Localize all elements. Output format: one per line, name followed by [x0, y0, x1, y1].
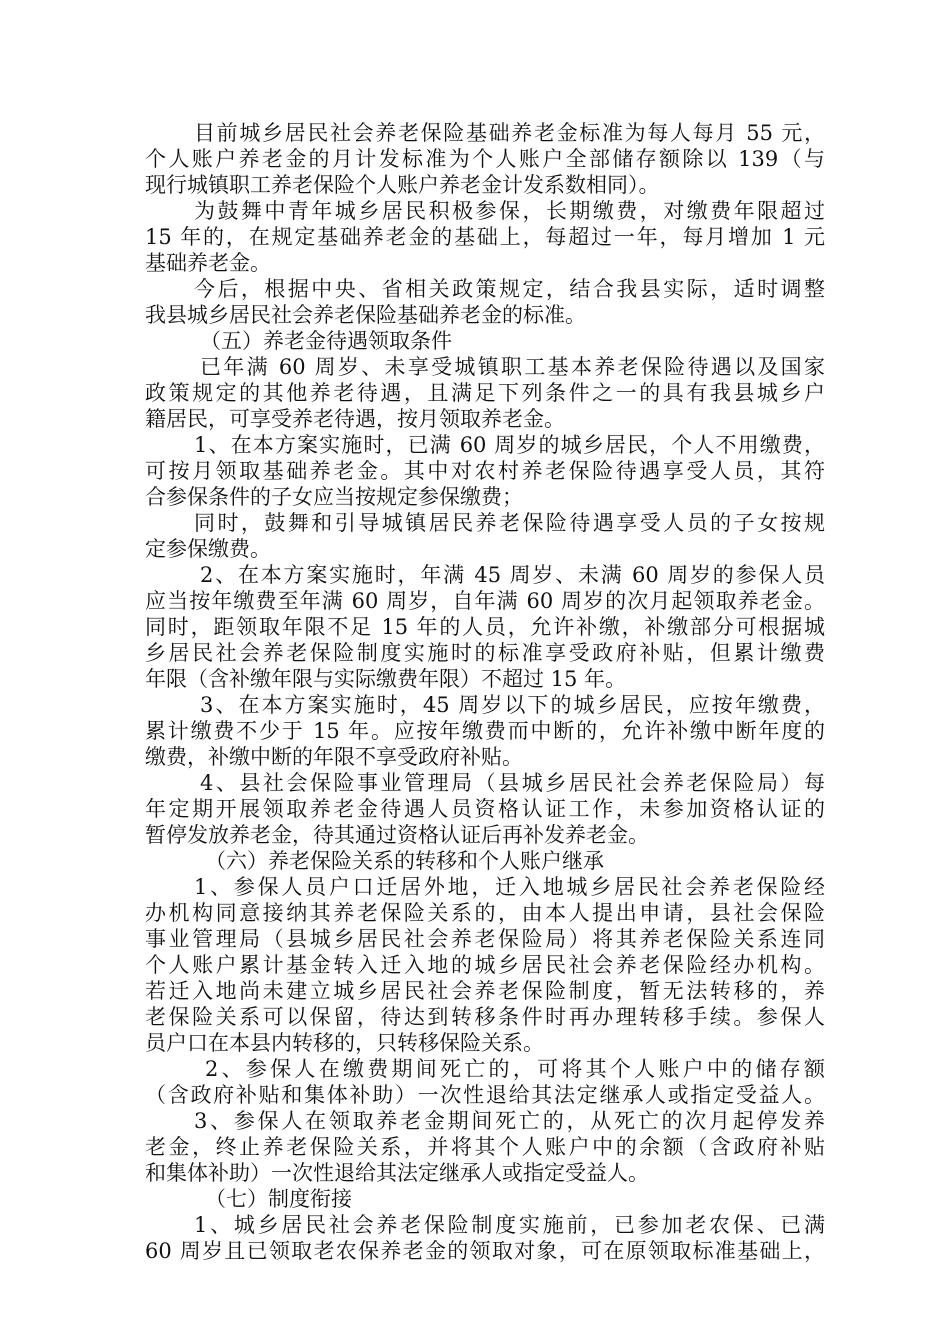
paragraph-line: 累计缴费不少于 15 年。应按年缴费而中断的，允许补缴中断年度的 [145, 719, 825, 743]
paragraph-line: 个人账户养老金的月计发标准为个人账户全部储存额除以 139（与 [145, 147, 825, 171]
paragraph-line: 3、在本方案实施时，45 周岁以下的城乡居民，应按年缴费， [200, 693, 825, 717]
paragraph-line: 为鼓舞中青年城乡居民积极参保，长期缴费，对缴费年限超过 [194, 199, 825, 223]
paragraph-line: 1、在本方案实施时，已满 60 周岁的城乡居民，个人不用缴费， [194, 433, 825, 457]
section-heading: （五）养老金待遇领取条件 [200, 329, 452, 353]
paragraph-line: 乡居民社会养老保险制度实施时的标准享受政府补贴，但累计缴费 [145, 641, 825, 665]
paragraph-line: 已年满 60 周岁、未享受城镇职工基本养老保险待遇以及国家 [200, 355, 825, 379]
section-heading: （七）制度衔接 [205, 1187, 352, 1211]
paragraph-line: 现行城镇职工养老保险个人账户养老金计发系数相同）。 [145, 173, 660, 197]
paragraph-line: 同时，距领取年限不足 15 年的人员，允许补缴，补缴部分可根据城 [145, 615, 825, 639]
paragraph-line: 同时，鼓舞和引导城镇居民养老保险待遇享受人员的子女按规 [194, 511, 825, 535]
paragraph-line: 若迁入地尚未建立城乡居民社会养老保险制度，暂无法转移的，养 [145, 979, 825, 1003]
paragraph-line: （含政府补贴和集体补助）一次性退给其法定继承人或指定受益人。 [145, 1083, 825, 1107]
paragraph-line: 暂停发放养老金，待其通过资格认证后再补发养老金。 [145, 823, 649, 847]
paragraph-line: 个人账户累计基金转入迁入地的城乡居民社会养老保险经办机构。 [145, 953, 825, 977]
paragraph-line: 目前城乡居民社会养老保险基础养老金标准为每人每月 55 元， [194, 121, 825, 145]
paragraph-line: 4、县社会保险事业管理局（县城乡居民社会养老保险局）每 [200, 771, 825, 795]
paragraph-line: 2、在本方案实施时，年满 45 周岁、未满 60 周岁的参保人员 [200, 563, 825, 587]
paragraph-line: 今后，根据中央、省相关政策规定，结合我县实际，适时调整 [194, 277, 825, 301]
paragraph-line: 基础养老金。 [145, 251, 271, 275]
paragraph-line: 政策规定的其他养老待遇，且满足下列条件之一的具有我县城乡户 [145, 381, 825, 405]
paragraph-line: 1、城乡居民社会养老保险制度实施前，已参加老农保、已满 [194, 1213, 825, 1237]
paragraph-line: 籍居民，可享受养老待遇，按月领取养老金。 [145, 407, 565, 431]
paragraph-line: 定参保缴费。 [145, 537, 271, 561]
paragraph-line: 2、参保人在缴费期间死亡的，可将其个人账户中的储存额 [205, 1057, 825, 1081]
paragraph-line: 办机构同意接纳其养老保险关系的，由本人提出申请，县社会保险 [145, 901, 825, 925]
paragraph-line: 员户口在本县内转移的，只转移保险关系。 [145, 1031, 544, 1055]
document-page [145, 120, 825, 1264]
paragraph-line: 年定期开展领取养老金待遇人员资格认证工作，未参加资格认证的 [145, 797, 825, 821]
paragraph-line: 我县城乡居民社会养老保险基础养老金的标准。 [145, 303, 586, 327]
paragraph-line: 年限（含补缴年限与实际缴费年限）不超过 15 年。 [145, 667, 627, 691]
paragraph-line: 缴费，补缴中断的年限不享受政府补贴。 [145, 745, 523, 769]
paragraph-line: 和集体补助）一次性退给其法定继承人或指定受益人。 [145, 1161, 649, 1185]
paragraph-line: 1、参保人员户口迁居外地，迁入地城乡居民社会养老保险经 [194, 875, 825, 899]
paragraph-line: 合参保条件的子女应当按规定参保缴费； [145, 485, 523, 509]
paragraph-line: 3、参保人在领取养老金期间死亡的，从死亡的次月起停发养 [194, 1109, 825, 1133]
paragraph-line: 老保险关系可以保留，待达到转移条件时再办理转移手续。参保人 [145, 1005, 825, 1029]
paragraph-line: 60 周岁且已领取老农保养老金的领取对象，可在原领取标准基础上， [145, 1239, 825, 1263]
paragraph-line: 应当按年缴费至年满 60 周岁，自年满 60 周岁的次月起领取养老金。 [145, 589, 825, 613]
paragraph-line: 事业管理局（县城乡居民社会养老保险局）将其养老保险关系连同 [145, 927, 825, 951]
paragraph-line: 可按月领取基础养老金。其中对农村养老保险待遇享受人员，其符 [145, 459, 825, 483]
paragraph-line: 老金，终止养老保险关系，并将其个人账户中的余额（含政府补贴 [145, 1135, 825, 1159]
paragraph-line: 15 年的，在规定基础养老金的基础上，每超过一年，每月增加 1 元 [145, 225, 825, 249]
section-heading: （六）养老保险关系的转移和个人账户继承 [205, 849, 604, 873]
